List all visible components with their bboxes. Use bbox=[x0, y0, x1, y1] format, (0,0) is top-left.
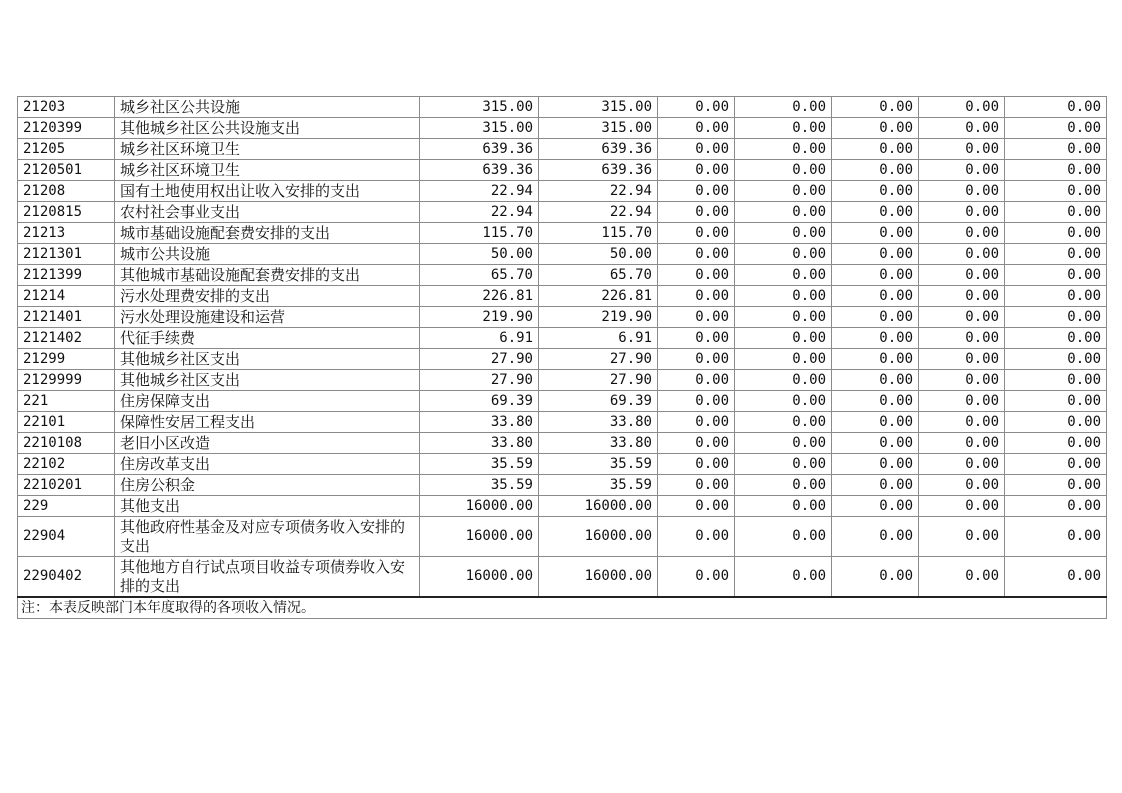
amount-cell: 115.70 bbox=[420, 223, 539, 244]
amount-cell: 0.00 bbox=[658, 286, 735, 307]
amount-cell: 35.59 bbox=[420, 475, 539, 496]
subject-code: 2121301 bbox=[18, 244, 115, 265]
amount-cell: 0.00 bbox=[658, 370, 735, 391]
table-row bbox=[18, 454, 1107, 475]
amount-cell: 0.00 bbox=[832, 139, 919, 160]
subject-name: 住房保障支出 bbox=[115, 391, 420, 412]
amount-cell: 0.00 bbox=[832, 412, 919, 433]
amount-cell: 0.00 bbox=[658, 475, 735, 496]
subject-name: 其他政府性基金及对应专项债务收入安排的支出 bbox=[115, 517, 420, 557]
amount-cell: 0.00 bbox=[919, 496, 1005, 517]
table-body bbox=[18, 97, 1107, 619]
subject-name: 老旧小区改造 bbox=[115, 433, 420, 454]
amount-cell: 0.00 bbox=[1005, 391, 1107, 412]
amount-cell: 0.00 bbox=[832, 433, 919, 454]
amount-cell: 33.80 bbox=[420, 433, 539, 454]
amount-cell: 0.00 bbox=[735, 160, 832, 181]
amount-cell: 27.90 bbox=[539, 370, 658, 391]
subject-code: 22101 bbox=[18, 412, 115, 433]
table-row bbox=[18, 517, 1107, 557]
amount-cell: 639.36 bbox=[420, 160, 539, 181]
table-row bbox=[18, 496, 1107, 517]
amount-cell: 0.00 bbox=[919, 517, 1005, 557]
amount-cell: 315.00 bbox=[420, 97, 539, 118]
amount-cell: 0.00 bbox=[1005, 349, 1107, 370]
subject-name: 城乡社区公共设施 bbox=[115, 97, 420, 118]
amount-cell: 0.00 bbox=[1005, 475, 1107, 496]
amount-cell: 16000.00 bbox=[539, 557, 658, 598]
subject-name: 其他城乡社区支出 bbox=[115, 370, 420, 391]
amount-cell: 0.00 bbox=[735, 181, 832, 202]
table-row bbox=[18, 286, 1107, 307]
amount-cell: 0.00 bbox=[832, 160, 919, 181]
amount-cell: 0.00 bbox=[832, 244, 919, 265]
amount-cell: 0.00 bbox=[1005, 139, 1107, 160]
amount-cell: 0.00 bbox=[735, 454, 832, 475]
amount-cell: 16000.00 bbox=[420, 557, 539, 598]
table-note-row bbox=[18, 597, 1107, 619]
amount-cell: 0.00 bbox=[1005, 118, 1107, 139]
subject-name: 其他城乡社区公共设施支出 bbox=[115, 118, 420, 139]
table-row bbox=[18, 433, 1107, 454]
amount-cell: 22.94 bbox=[420, 202, 539, 223]
subject-code: 2129999 bbox=[18, 370, 115, 391]
amount-cell: 0.00 bbox=[919, 286, 1005, 307]
amount-cell: 0.00 bbox=[832, 286, 919, 307]
amount-cell: 16000.00 bbox=[539, 496, 658, 517]
amount-cell: 0.00 bbox=[735, 328, 832, 349]
table-row bbox=[18, 307, 1107, 328]
amount-cell: 0.00 bbox=[658, 433, 735, 454]
amount-cell: 33.80 bbox=[420, 412, 539, 433]
amount-cell: 0.00 bbox=[832, 265, 919, 286]
amount-cell: 0.00 bbox=[1005, 557, 1107, 598]
amount-cell: 0.00 bbox=[658, 265, 735, 286]
amount-cell: 0.00 bbox=[832, 496, 919, 517]
table-row bbox=[18, 475, 1107, 496]
amount-cell: 0.00 bbox=[735, 118, 832, 139]
amount-cell: 0.00 bbox=[658, 454, 735, 475]
amount-cell: 0.00 bbox=[919, 557, 1005, 598]
amount-cell: 0.00 bbox=[735, 244, 832, 265]
amount-cell: 0.00 bbox=[1005, 265, 1107, 286]
subject-name: 城乡社区环境卫生 bbox=[115, 160, 420, 181]
subject-code: 2121399 bbox=[18, 265, 115, 286]
amount-cell: 0.00 bbox=[658, 412, 735, 433]
amount-cell: 0.00 bbox=[919, 370, 1005, 391]
amount-cell: 0.00 bbox=[658, 244, 735, 265]
amount-cell: 69.39 bbox=[420, 391, 539, 412]
table-row bbox=[18, 139, 1107, 160]
amount-cell: 0.00 bbox=[1005, 412, 1107, 433]
amount-cell: 0.00 bbox=[832, 307, 919, 328]
amount-cell: 22.94 bbox=[539, 202, 658, 223]
subject-name: 城市基础设施配套费安排的支出 bbox=[115, 223, 420, 244]
subject-code: 21208 bbox=[18, 181, 115, 202]
amount-cell: 0.00 bbox=[919, 139, 1005, 160]
subject-name: 住房公积金 bbox=[115, 475, 420, 496]
amount-cell: 0.00 bbox=[735, 370, 832, 391]
amount-cell: 0.00 bbox=[1005, 286, 1107, 307]
table-row bbox=[18, 557, 1107, 598]
amount-cell: 0.00 bbox=[735, 496, 832, 517]
subject-code: 21203 bbox=[18, 97, 115, 118]
amount-cell: 16000.00 bbox=[420, 517, 539, 557]
amount-cell: 0.00 bbox=[658, 349, 735, 370]
amount-cell: 0.00 bbox=[1005, 454, 1107, 475]
table-row bbox=[18, 370, 1107, 391]
amount-cell: 27.90 bbox=[420, 370, 539, 391]
amount-cell: 639.36 bbox=[539, 139, 658, 160]
amount-cell: 0.00 bbox=[919, 475, 1005, 496]
table-row bbox=[18, 265, 1107, 286]
table-row bbox=[18, 349, 1107, 370]
table-row bbox=[18, 328, 1107, 349]
table-row bbox=[18, 412, 1107, 433]
subject-code: 221 bbox=[18, 391, 115, 412]
amount-cell: 35.59 bbox=[539, 475, 658, 496]
amount-cell: 27.90 bbox=[420, 349, 539, 370]
amount-cell: 16000.00 bbox=[420, 496, 539, 517]
subject-name: 其他地方自行试点项目收益专项债券收入安排的支出 bbox=[115, 557, 420, 598]
amount-cell: 0.00 bbox=[1005, 328, 1107, 349]
subject-code: 2210201 bbox=[18, 475, 115, 496]
amount-cell: 0.00 bbox=[1005, 223, 1107, 244]
amount-cell: 0.00 bbox=[735, 307, 832, 328]
amount-cell: 0.00 bbox=[832, 517, 919, 557]
subject-code: 229 bbox=[18, 496, 115, 517]
amount-cell: 0.00 bbox=[919, 160, 1005, 181]
subject-code: 2120501 bbox=[18, 160, 115, 181]
amount-cell: 0.00 bbox=[919, 244, 1005, 265]
amount-cell: 69.39 bbox=[539, 391, 658, 412]
amount-cell: 50.00 bbox=[420, 244, 539, 265]
subject-name: 国有土地使用权出让收入安排的支出 bbox=[115, 181, 420, 202]
amount-cell: 0.00 bbox=[832, 223, 919, 244]
subject-name: 其他城乡社区支出 bbox=[115, 349, 420, 370]
amount-cell: 0.00 bbox=[1005, 307, 1107, 328]
amount-cell: 0.00 bbox=[1005, 370, 1107, 391]
amount-cell: 0.00 bbox=[919, 118, 1005, 139]
subject-name: 城市公共设施 bbox=[115, 244, 420, 265]
income-table bbox=[17, 96, 1107, 619]
amount-cell: 0.00 bbox=[658, 202, 735, 223]
amount-cell: 6.91 bbox=[420, 328, 539, 349]
amount-cell: 0.00 bbox=[832, 475, 919, 496]
amount-cell: 33.80 bbox=[539, 412, 658, 433]
table-row bbox=[18, 202, 1107, 223]
amount-cell: 315.00 bbox=[420, 118, 539, 139]
amount-cell: 0.00 bbox=[919, 412, 1005, 433]
amount-cell: 0.00 bbox=[919, 181, 1005, 202]
amount-cell: 226.81 bbox=[420, 286, 539, 307]
amount-cell: 22.94 bbox=[420, 181, 539, 202]
subject-name: 污水处理费安排的支出 bbox=[115, 286, 420, 307]
amount-cell: 0.00 bbox=[919, 328, 1005, 349]
amount-cell: 115.70 bbox=[539, 223, 658, 244]
amount-cell: 50.00 bbox=[539, 244, 658, 265]
amount-cell: 0.00 bbox=[1005, 160, 1107, 181]
table-row bbox=[18, 244, 1107, 265]
amount-cell: 0.00 bbox=[832, 391, 919, 412]
amount-cell: 35.59 bbox=[420, 454, 539, 475]
table-note: 注：本表反映部门本年度取得的各项收入情况。 bbox=[18, 597, 1107, 619]
amount-cell: 0.00 bbox=[735, 412, 832, 433]
amount-cell: 35.59 bbox=[539, 454, 658, 475]
amount-cell: 0.00 bbox=[735, 557, 832, 598]
table-row bbox=[18, 97, 1107, 118]
amount-cell: 0.00 bbox=[832, 118, 919, 139]
amount-cell: 0.00 bbox=[832, 557, 919, 598]
amount-cell: 0.00 bbox=[735, 202, 832, 223]
amount-cell: 0.00 bbox=[919, 97, 1005, 118]
amount-cell: 16000.00 bbox=[539, 517, 658, 557]
amount-cell: 6.91 bbox=[539, 328, 658, 349]
amount-cell: 0.00 bbox=[735, 286, 832, 307]
amount-cell: 0.00 bbox=[658, 517, 735, 557]
amount-cell: 0.00 bbox=[658, 307, 735, 328]
amount-cell: 0.00 bbox=[735, 517, 832, 557]
subject-code: 2120399 bbox=[18, 118, 115, 139]
amount-cell: 0.00 bbox=[832, 454, 919, 475]
amount-cell: 0.00 bbox=[658, 223, 735, 244]
subject-name: 农村社会事业支出 bbox=[115, 202, 420, 223]
subject-name: 其他城市基础设施配套费安排的支出 bbox=[115, 265, 420, 286]
amount-cell: 0.00 bbox=[1005, 97, 1107, 118]
amount-cell: 0.00 bbox=[735, 265, 832, 286]
amount-cell: 0.00 bbox=[658, 118, 735, 139]
subject-code: 2120815 bbox=[18, 202, 115, 223]
amount-cell: 0.00 bbox=[658, 496, 735, 517]
amount-cell: 0.00 bbox=[658, 139, 735, 160]
amount-cell: 0.00 bbox=[735, 391, 832, 412]
amount-cell: 315.00 bbox=[539, 97, 658, 118]
amount-cell: 0.00 bbox=[919, 433, 1005, 454]
amount-cell: 0.00 bbox=[832, 370, 919, 391]
amount-cell: 0.00 bbox=[735, 349, 832, 370]
amount-cell: 0.00 bbox=[735, 475, 832, 496]
amount-cell: 0.00 bbox=[1005, 433, 1107, 454]
amount-cell: 639.36 bbox=[420, 139, 539, 160]
amount-cell: 0.00 bbox=[1005, 244, 1107, 265]
subject-name: 其他支出 bbox=[115, 496, 420, 517]
subject-code: 22904 bbox=[18, 517, 115, 557]
amount-cell: 0.00 bbox=[832, 349, 919, 370]
amount-cell: 0.00 bbox=[919, 391, 1005, 412]
amount-cell: 0.00 bbox=[919, 202, 1005, 223]
subject-name: 代征手续费 bbox=[115, 328, 420, 349]
amount-cell: 0.00 bbox=[919, 265, 1005, 286]
amount-cell: 0.00 bbox=[919, 349, 1005, 370]
amount-cell: 0.00 bbox=[1005, 517, 1107, 557]
amount-cell: 0.00 bbox=[658, 160, 735, 181]
amount-cell: 0.00 bbox=[658, 328, 735, 349]
table-row bbox=[18, 391, 1107, 412]
amount-cell: 0.00 bbox=[919, 307, 1005, 328]
subject-name: 住房改革支出 bbox=[115, 454, 420, 475]
amount-cell: 65.70 bbox=[420, 265, 539, 286]
amount-cell: 22.94 bbox=[539, 181, 658, 202]
subject-name: 保障性安居工程支出 bbox=[115, 412, 420, 433]
amount-cell: 0.00 bbox=[1005, 496, 1107, 517]
amount-cell: 0.00 bbox=[735, 139, 832, 160]
amount-cell: 0.00 bbox=[658, 391, 735, 412]
amount-cell: 0.00 bbox=[658, 557, 735, 598]
amount-cell: 226.81 bbox=[539, 286, 658, 307]
subject-code: 21205 bbox=[18, 139, 115, 160]
subject-code: 22102 bbox=[18, 454, 115, 475]
amount-cell: 0.00 bbox=[735, 433, 832, 454]
amount-cell: 0.00 bbox=[658, 181, 735, 202]
subject-name: 污水处理设施建设和运营 bbox=[115, 307, 420, 328]
amount-cell: 0.00 bbox=[832, 328, 919, 349]
amount-cell: 0.00 bbox=[919, 223, 1005, 244]
amount-cell: 0.00 bbox=[735, 97, 832, 118]
amount-cell: 219.90 bbox=[539, 307, 658, 328]
table-row bbox=[18, 223, 1107, 244]
amount-cell: 0.00 bbox=[832, 202, 919, 223]
amount-cell: 219.90 bbox=[420, 307, 539, 328]
amount-cell: 0.00 bbox=[735, 223, 832, 244]
amount-cell: 0.00 bbox=[1005, 181, 1107, 202]
subject-code: 21214 bbox=[18, 286, 115, 307]
amount-cell: 639.36 bbox=[539, 160, 658, 181]
amount-cell: 33.80 bbox=[539, 433, 658, 454]
amount-cell: 27.90 bbox=[539, 349, 658, 370]
amount-cell: 65.70 bbox=[539, 265, 658, 286]
amount-cell: 315.00 bbox=[539, 118, 658, 139]
subject-code: 21213 bbox=[18, 223, 115, 244]
amount-cell: 0.00 bbox=[832, 181, 919, 202]
subject-code: 2210108 bbox=[18, 433, 115, 454]
subject-code: 2121401 bbox=[18, 307, 115, 328]
amount-cell: 0.00 bbox=[832, 97, 919, 118]
table-row bbox=[18, 181, 1107, 202]
subject-code: 2290402 bbox=[18, 557, 115, 598]
amount-cell: 0.00 bbox=[1005, 202, 1107, 223]
subject-code: 2121402 bbox=[18, 328, 115, 349]
subject-code: 21299 bbox=[18, 349, 115, 370]
table-row bbox=[18, 118, 1107, 139]
amount-cell: 0.00 bbox=[919, 454, 1005, 475]
subject-name: 城乡社区环境卫生 bbox=[115, 139, 420, 160]
amount-cell: 0.00 bbox=[658, 97, 735, 118]
table-row bbox=[18, 160, 1107, 181]
